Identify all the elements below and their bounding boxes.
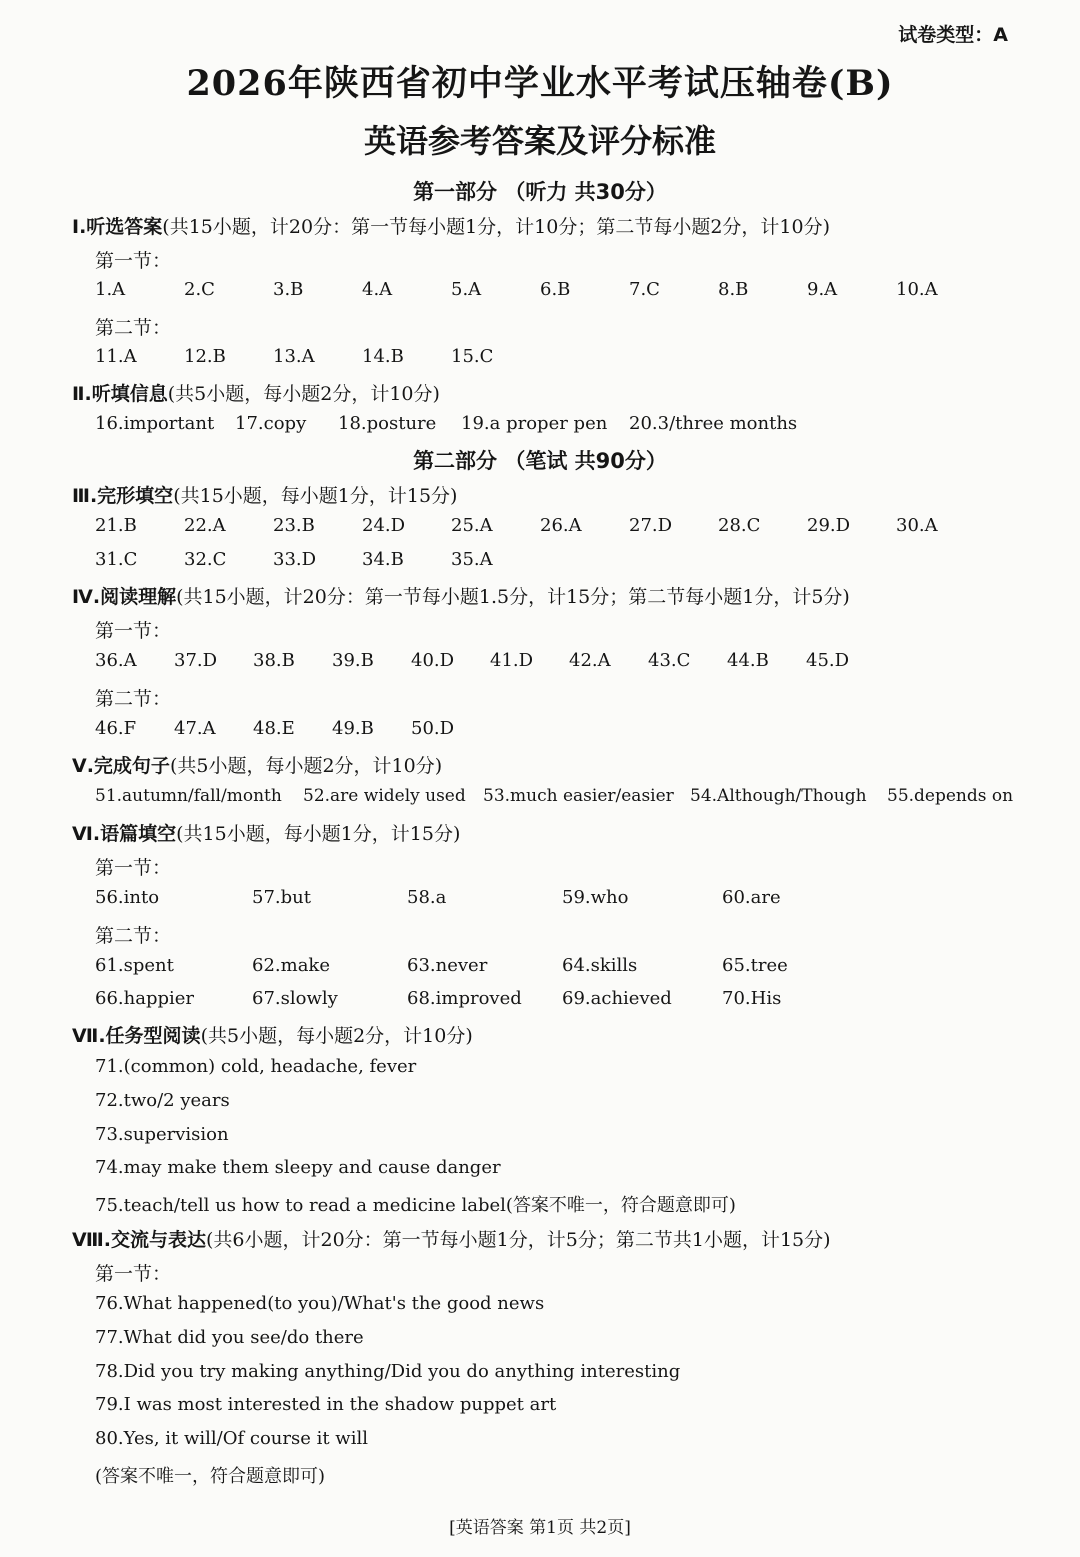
sec8-note: (共6小题，计20分：第一节每小题1分，计5分；第二节共1小题，计15分) <box>206 1229 831 1251</box>
answer-item: 27.D <box>629 515 673 536</box>
answer-item: 68.improved <box>407 988 522 1009</box>
sec4-heading <box>72 582 850 609</box>
sec8-sub1: 第一节： <box>95 1263 172 1285</box>
answer-item: 44.B <box>727 650 769 671</box>
answer-item: 56.into <box>95 887 160 908</box>
answer-item: 41.D <box>490 650 534 671</box>
answer-line: 75.teach/tell us how to read a medicine label(答案不唯一，符合题意即可) <box>95 1195 736 1216</box>
sec6-heading <box>72 819 460 846</box>
answer-item: 38.B <box>253 650 295 671</box>
answer-item: 54.Although/Though <box>690 786 867 806</box>
sec6-title: Ⅵ.语篇填空 <box>72 823 177 845</box>
answer-item: 7.C <box>629 279 660 300</box>
page-footer: [英语答案 第1页 共2页] <box>449 1518 631 1538</box>
part1-heading: 第一部分 （听力 共30分） <box>413 180 667 204</box>
sec2-note: (共5小题，每小题2分，计10分) <box>167 383 440 405</box>
sec1-title: Ⅰ.听选答案 <box>72 216 163 238</box>
answer-item: 46.F <box>95 718 137 739</box>
answer-item: 18.posture <box>338 413 437 434</box>
sec5-title: Ⅴ.完成句子 <box>72 755 170 777</box>
answer-item: 16.important <box>95 413 215 434</box>
answer-item: 15.C <box>451 346 494 367</box>
answer-item: 63.never <box>407 955 488 976</box>
answer-item: 42.A <box>569 650 611 671</box>
answer-item: 33.D <box>273 549 317 570</box>
answer-item: 21.B <box>95 515 137 536</box>
answer-item: 67.slowly <box>252 988 338 1009</box>
sec1-sub2: 第二节： <box>95 317 172 339</box>
answer-item: 69.achieved <box>562 988 672 1009</box>
answer-item: 9.A <box>807 279 838 300</box>
answer-item: 1.A <box>95 279 126 300</box>
answer-line: 76.What happened(to you)/What's the good news <box>95 1293 545 1314</box>
answer-item: 61.spent <box>95 955 174 976</box>
answer-item: 28.C <box>718 515 761 536</box>
sec7-title: Ⅶ.任务型阅读 <box>72 1025 201 1047</box>
answer-item: 32.C <box>184 549 227 570</box>
paper-type-label: 试卷类型：A <box>898 24 1008 46</box>
answer-item: 8.B <box>718 279 749 300</box>
answer-item: 50.D <box>411 718 455 739</box>
answer-item: 14.B <box>362 346 404 367</box>
answer-item: 35.A <box>451 549 493 570</box>
answer-note: (答案不唯一，符合题意即可) <box>95 1466 326 1487</box>
answer-item: 31.C <box>95 549 138 570</box>
answer-item: 58.a <box>407 887 447 908</box>
answer-item: 24.D <box>362 515 406 536</box>
answer-item: 17.copy <box>235 413 307 434</box>
answer-item: 3.B <box>273 279 304 300</box>
answer-item: 47.A <box>174 718 216 739</box>
sec4-title: Ⅳ.阅读理解 <box>72 586 177 608</box>
answer-item: 36.A <box>95 650 137 671</box>
sec2-heading <box>72 379 440 406</box>
answer-item: 40.D <box>411 650 455 671</box>
answer-item: 53.much easier/easier <box>483 786 674 806</box>
answer-item: 37.D <box>174 650 218 671</box>
sec3-heading <box>72 481 457 508</box>
answer-line: 77.What did you see/do there <box>95 1327 364 1348</box>
answer-item: 49.B <box>332 718 374 739</box>
answer-item: 26.A <box>540 515 582 536</box>
answer-line: 71.(common) cold, headache, fever <box>95 1056 417 1077</box>
sec1-heading <box>72 212 830 239</box>
sec4-sub1: 第一节： <box>95 620 172 642</box>
sec7-note: (共5小题，每小题2分，计10分) <box>200 1025 473 1047</box>
answer-item: 66.happier <box>95 988 195 1009</box>
answer-item: 48.E <box>253 718 295 739</box>
answer-item: 10.A <box>896 279 938 300</box>
sec2-title: Ⅱ.听填信息 <box>72 383 168 405</box>
sec4-note: (共15小题，计20分：第一节每小题1.5分，计15分；第二节每小题1分，计5分) <box>176 586 850 608</box>
answer-line: 79.I was most interested in the shadow puppet art <box>95 1394 557 1415</box>
sec7-heading <box>72 1021 473 1048</box>
answer-item: 57.but <box>252 887 311 908</box>
answer-item: 11.A <box>95 346 137 367</box>
answer-item: 34.B <box>362 549 404 570</box>
sec5-heading <box>72 751 442 778</box>
answer-item: 12.B <box>184 346 226 367</box>
sec8-heading <box>72 1225 831 1252</box>
answer-line: 72.two/2 years <box>95 1090 230 1111</box>
sec1-note: (共15小题，计20分：第一节每小题1分，计10分；第二节每小题2分，计10分) <box>162 216 831 238</box>
answer-key-title: 英语参考答案及评分标准 <box>363 122 716 160</box>
answer-item: 29.D <box>807 515 851 536</box>
answer-item: 64.skills <box>562 955 638 976</box>
answer-line: 74.may make them sleepy and cause danger <box>95 1157 501 1178</box>
answer-item: 19.a proper pen <box>461 413 608 434</box>
answer-item: 2.C <box>184 279 215 300</box>
answer-item: 45.D <box>806 650 850 671</box>
answer-item: 6.B <box>540 279 571 300</box>
answer-item: 23.B <box>273 515 315 536</box>
sec1-sub1: 第一节： <box>95 250 172 272</box>
sec3-note: (共15小题，每小题1分，计15分) <box>173 485 458 507</box>
sec6-sub1: 第一节： <box>95 857 172 879</box>
answer-line: 78.Did you try making anything/Did you do anything interesting <box>95 1361 681 1382</box>
answer-item: 60.are <box>722 887 781 908</box>
part2-heading: 第二部分 （笔试 共90分） <box>413 449 667 473</box>
answer-item: 25.A <box>451 515 493 536</box>
exam-title: 2026年陕西省初中学业水平考试压轴卷(B) <box>186 63 894 104</box>
sec5-note: (共5小题，每小题2分，计10分) <box>169 755 443 777</box>
sec3-title: Ⅲ.完形填空 <box>72 485 174 507</box>
sec6-sub2: 第二节： <box>95 925 172 947</box>
answer-line: 73.supervision <box>95 1124 229 1145</box>
sec6-note: (共15小题，每小题1分，计15分) <box>176 823 461 845</box>
answer-item: 43.C <box>648 650 691 671</box>
answer-item: 4.A <box>362 279 393 300</box>
sec4-sub2: 第二节： <box>95 688 172 710</box>
answer-item: 13.A <box>273 346 315 367</box>
answer-item: 51.autumn/fall/month <box>95 786 282 806</box>
answer-item: 55.depends on <box>887 786 1014 806</box>
answer-item: 65.tree <box>722 955 788 976</box>
answer-item: 5.A <box>451 279 482 300</box>
answer-item: 62.make <box>252 955 330 976</box>
answer-item: 59.who <box>562 887 629 908</box>
answer-item: 30.A <box>896 515 938 536</box>
answer-item: 20.3/three months <box>629 413 798 434</box>
answer-item: 22.A <box>184 515 226 536</box>
answer-item: 70.His <box>722 988 782 1009</box>
answer-line: 80.Yes, it will/Of course it will <box>95 1428 368 1449</box>
answer-item: 52.are widely used <box>303 786 466 806</box>
answer-item: 39.B <box>332 650 374 671</box>
sec8-title: Ⅷ.交流与表达 <box>72 1229 206 1251</box>
